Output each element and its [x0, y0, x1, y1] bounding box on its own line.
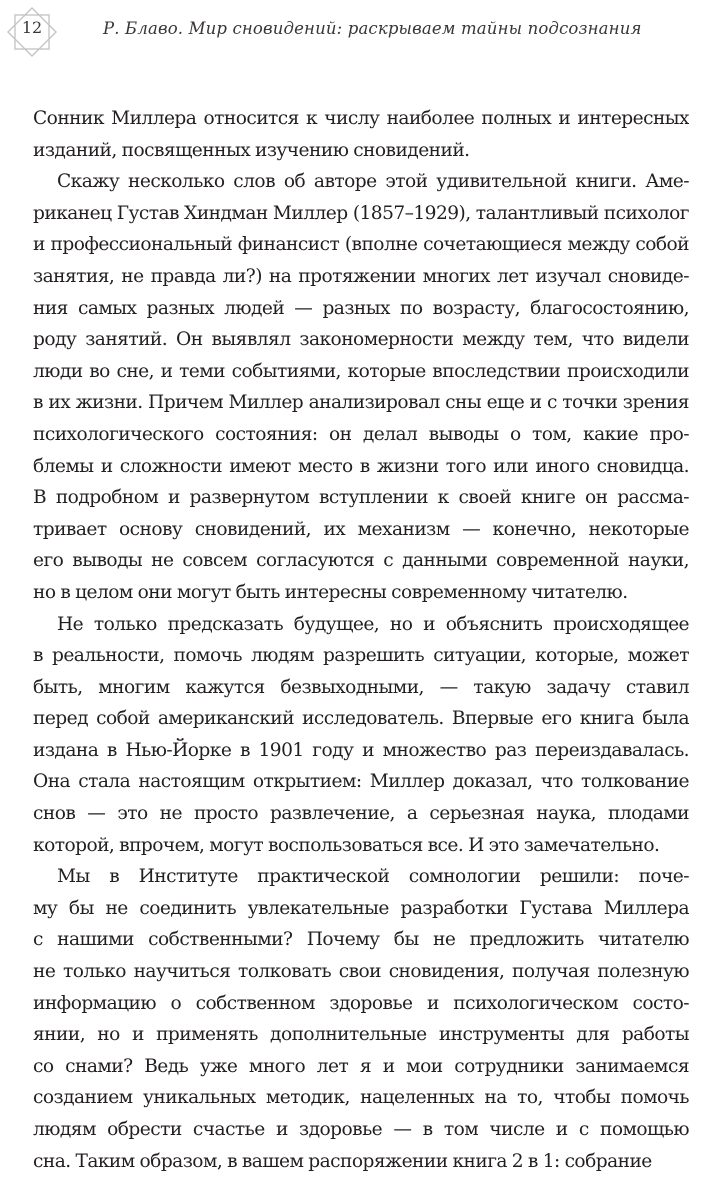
paragraph: [33, 103, 689, 166]
text-line: издана в Нью-Йорке в 1901 году и множество раз переиздавалась.: [33, 739, 689, 761]
text-line: с нашими собственными? Почему бы не предложить читателю: [33, 929, 689, 951]
paragraph: [33, 609, 689, 862]
text-line: не только научиться толковать свои сновидения, получая полезную: [33, 961, 689, 983]
page-number: 12: [21, 18, 43, 37]
text-line: снов — это не просто развлечение, а серьезная наука, плодами: [33, 803, 689, 825]
running-title: Р. Блаво. Мир сновидений: раскрываем тайны подсознания: [103, 19, 642, 38]
text-line: со снами? Ведь уже много лет я и мои сотрудники занимаемся: [33, 1055, 689, 1077]
text-line: занятия, не правда ли?) на протяжении многих лет изучал сновиде-: [33, 265, 689, 287]
text-line: Она стала настоящим открытием: Миллер доказал, что толкование: [33, 771, 689, 793]
text-line: быть, многим кажутся безвыходными, — такую задачу ставил: [33, 676, 689, 698]
text-line: в реальности, помочь людям разрешить ситуации, которые, может: [33, 645, 689, 667]
text-line: изданий, посвященных изучению сновидений.: [33, 139, 470, 161]
text-line: перед собой американский исследователь. Впервые его книга была: [33, 708, 689, 730]
text-line: му бы не соединить увлекательные разработки Густава Миллера: [33, 897, 689, 919]
body-text: [33, 103, 689, 1177]
text-line: в их жизни. Причем Миллер анализировал сны еще и с точки зрения: [33, 392, 689, 414]
text-line: блемы и сложности имеют место в жизни того или иного сновидца.: [33, 455, 689, 477]
text-line: сна. Таким образом, в вашем распоряжении книга 2 в 1: собрание: [33, 1150, 652, 1172]
text-line: его выводы не совсем согласуются с данными современной науки,: [33, 550, 689, 572]
text-line: информацию о собственном здоровье и психологическом состо-: [33, 992, 689, 1014]
text-line: люди во сне, и теми событиями, которые впоследствии происходили: [33, 360, 689, 382]
text-line: В подробном и развернутом вступлении к своей книге он рассма-: [33, 487, 689, 509]
paragraph: [33, 861, 689, 1177]
text-line: но в целом они могут быть интересны современному читателю.: [33, 581, 628, 603]
text-line: созданием уникальных методик, нацеленных на то, чтобы помочь: [33, 1087, 689, 1109]
text-line: Мы в Институте практической сомнологии решили: поче-: [57, 866, 689, 888]
page-header: [0, 0, 722, 64]
text-line: янии, но и применять дополнительные инструменты для работы: [33, 1024, 689, 1046]
text-line: и профессиональный финансист (вполне сочетающиеся между собой: [33, 234, 689, 256]
text-line: психологического состояния: он делал выводы о том, какие про-: [33, 423, 689, 445]
text-line: риканец Густав Хиндман Миллер (1857–1929), талантливый психолог: [33, 202, 689, 224]
text-line: Сонник Миллера относится к числу наиболее полных и интересных: [33, 108, 689, 129]
text-line: тривает основу сновидений, их механизм — конечно, некоторые: [33, 518, 689, 540]
text-line: роду занятий. Он выявлял закономерности между тем, что видели: [33, 329, 689, 351]
text-line: ния самых разных людей — разных по возрасту, благосостоянию,: [33, 297, 689, 319]
text-line: которой, впрочем, могут воспользоваться все. И это замечательно.: [33, 834, 660, 856]
text-line: людям обрести счастье и здоровье — в том числе и с помощью: [33, 1119, 689, 1140]
text-line: Скажу несколько слов об авторе этой удивительной книги. Аме-: [57, 171, 689, 193]
paragraph: [33, 166, 689, 608]
text-line: Не только предсказать будущее, но и объяснить происходящее: [57, 613, 689, 635]
